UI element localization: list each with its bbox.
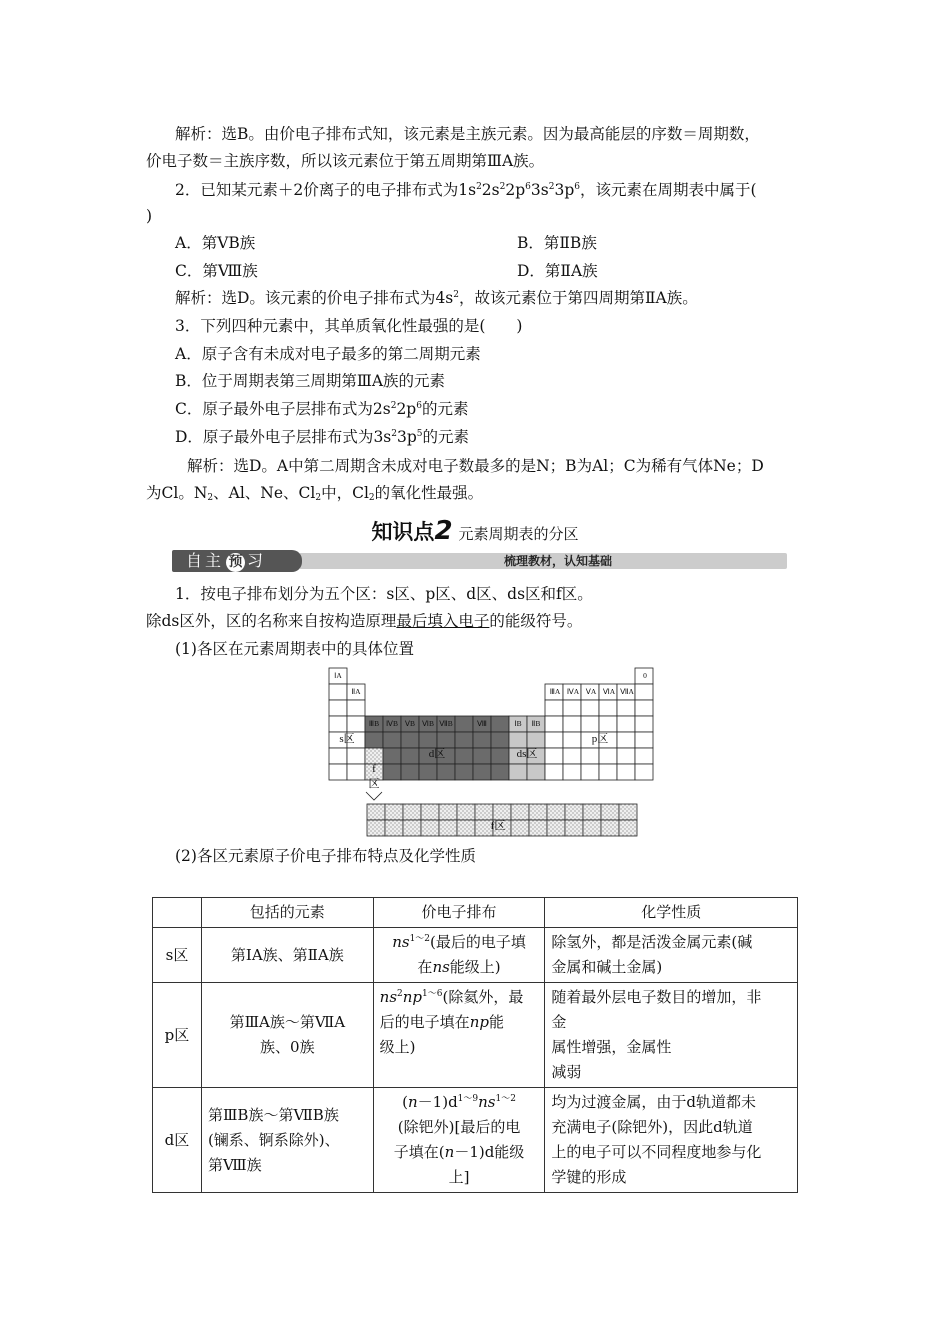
- section-subtitle: 元素周期表的分区: [458, 525, 579, 543]
- f-block-cell: [619, 820, 637, 836]
- s-block-cell: [329, 700, 347, 716]
- p-block-cell: [599, 716, 617, 732]
- d-block-cell: [401, 764, 419, 780]
- q2-stem: 2．已知某元素＋2价离子的电子排布式为$1s^22s^22p^63s^23p^6$，该元素在周期表中属于(: [175, 181, 757, 199]
- f-block-cell: [421, 804, 439, 820]
- d-block-cell: [437, 764, 455, 780]
- d-block-cell: [401, 748, 419, 764]
- d-block-cell: [455, 764, 473, 780]
- s-block-cell: [347, 764, 365, 780]
- p-block-cell: [617, 764, 635, 780]
- f-block-cell: [511, 804, 529, 820]
- s-block-cell: [329, 748, 347, 764]
- group-label-7b: ⅦB: [439, 719, 453, 728]
- f-block-cell: [583, 820, 601, 836]
- d-block-cell: [491, 764, 509, 780]
- body-p3: (1)各区在元素周期表中的具体位置: [175, 640, 414, 658]
- table-header-cell: 价电子排布: [373, 898, 545, 928]
- p-block-cell: [581, 764, 599, 780]
- q3-stem: 3．下列四种元素中，其单质氧化性最强的是( ): [175, 317, 523, 335]
- f-block-cell: [565, 804, 583, 820]
- f-block-cell: [475, 804, 493, 820]
- f-block-cell: [529, 804, 547, 820]
- f-block-cell: [493, 804, 511, 820]
- group-label-1a: ⅠA: [334, 671, 342, 680]
- group-label-4a: ⅣA: [566, 687, 580, 696]
- p-block-cell: [635, 732, 653, 748]
- d-block-cell: [455, 732, 473, 748]
- p-block-cell: [581, 700, 599, 716]
- group-label-5b: ⅤB: [404, 719, 416, 728]
- q2-option-b: B．第ⅡB族: [517, 234, 597, 252]
- config-cell: $ns^2np^{1\sim 6}$(除氦外，最 后的电子填在np能 级上): [373, 983, 545, 1088]
- f-block-cell: [385, 820, 403, 836]
- p-block-cell: [599, 748, 617, 764]
- banner-circle-char: 预: [226, 553, 245, 572]
- row-label: d区: [153, 1088, 202, 1193]
- f-block-cell: [367, 820, 385, 836]
- s-block-cell: [329, 764, 347, 780]
- group-label-6a: ⅥA: [602, 687, 616, 696]
- periodic-table-blocks-diagram: [320, 664, 660, 842]
- d-block-cell: [473, 764, 491, 780]
- f-block-pointer: [366, 792, 382, 800]
- p-block-cell: [617, 732, 635, 748]
- f-block-cell: [547, 820, 565, 836]
- d-block-cell: [455, 716, 473, 732]
- table-header-row: [153, 898, 798, 928]
- ds-block-cell: [509, 764, 527, 780]
- q3-explain-line2: 为Cl。$N_2$、Al、Ne、$Cl_2$中，$Cl_2$的氧化性最强。: [146, 484, 484, 503]
- f-block-cell: [565, 820, 583, 836]
- f-block-cell: [365, 748, 383, 764]
- body-p2: 除ds区外，区的名称来自按构造原理最后填入电子的能级符号。: [146, 612, 583, 630]
- group-label-2b: ⅡB: [531, 719, 541, 728]
- group-label-4b: ⅣB: [386, 719, 398, 728]
- q2-stem-close: ): [146, 207, 153, 225]
- elements-cell: 第ⅢB族～第ⅦB族 (镧系、锕系除外)、 第Ⅷ族: [201, 1088, 373, 1193]
- p-block-cell: [545, 732, 563, 748]
- ds-block-cell: [509, 732, 527, 748]
- p-block-cell: [599, 700, 617, 716]
- table-row-s: [153, 928, 798, 983]
- group-label-5a: ⅤA: [585, 687, 597, 696]
- q2-explain: 解析：选D。该元素的价电子排布式为$4s^2$，故该元素位于第四周期第ⅡA族。: [175, 289, 698, 307]
- d-block-cell: [473, 748, 491, 764]
- p-block-cell: [545, 748, 563, 764]
- q1-explain-line2: 价电子数＝主族序数，所以该元素位于第五周期第ⅢA族。: [146, 152, 545, 170]
- f-block-cell: [403, 804, 421, 820]
- elements-cell: 第ⅢA族～第ⅦA 族、0族: [201, 983, 373, 1088]
- group-label-0: 0: [643, 671, 647, 680]
- f-block-cell: [439, 804, 457, 820]
- q2-option-d: D．第ⅡA族: [517, 262, 598, 280]
- q1-explain-line1: 解析：选B。由价电子排布式知，该元素是主族元素。因为最高能层的序数＝周期数，: [175, 125, 760, 143]
- d-block-cell: [491, 716, 509, 732]
- q2-option-c: C．第Ⅷ族: [175, 262, 258, 280]
- p-block-cell: [635, 748, 653, 764]
- f-block-cell: [403, 820, 421, 836]
- f-block-label: f区: [490, 820, 506, 832]
- p-block-label: p区: [591, 733, 609, 745]
- config-cell: $(n-1)d^{1\sim 9}ns^{1\sim 2}$ (除钯外)[最后的电 子填在(n－1)d能级 上]: [373, 1088, 545, 1193]
- q3-option-d: D．原子最外电子层排布式为$3s^23p^5$的元素: [175, 428, 470, 446]
- group-label-3b: ⅢB: [368, 719, 380, 728]
- d-block-cell: [401, 732, 419, 748]
- p-block-cell: [635, 716, 653, 732]
- row-label: p区: [153, 983, 202, 1088]
- f-block-cell: [421, 820, 439, 836]
- p-block-cell: [581, 716, 599, 732]
- q2-option-a: A．第ⅤB族: [175, 234, 256, 252]
- f-block-cell: [439, 820, 457, 836]
- p-block-cell: [563, 764, 581, 780]
- f-block-cell: [601, 820, 619, 836]
- banner-label: 自主 预 习: [172, 550, 302, 572]
- group-label-1b: ⅠB: [514, 719, 522, 728]
- p-block-cell: [599, 764, 617, 780]
- f-block-cell: [385, 804, 403, 820]
- f-block-cell: [457, 820, 475, 836]
- d-block-cell: [419, 764, 437, 780]
- s-block-cell: [347, 716, 365, 732]
- group-label-2a: ⅡA: [351, 687, 361, 696]
- d-block-cell: [491, 732, 509, 748]
- q3-explain-line1: 解析：选D。A中第二周期含未成对电子数最多的是N；B为Al；C为稀有气体Ne；D: [187, 457, 764, 475]
- s-block-cell: [347, 748, 365, 764]
- q3-option-a: A．原子含有未成对电子最多的第二周期元素: [175, 345, 481, 363]
- p-block-cell: [563, 732, 581, 748]
- d-block-cell: [473, 732, 491, 748]
- property-cell: 均为过渡金属，由于d轨道都未 充满电子(除钯外)，因此d轨道 上的电子可以不同程度地参与化 学键的形成: [545, 1088, 798, 1193]
- config-cell: $ns^{1\sim 2}$(最后的电子填 在ns能级上): [373, 928, 545, 983]
- table-header-cell: 化学性质: [545, 898, 798, 928]
- d-block-cell: [419, 732, 437, 748]
- p-block-cell: [635, 684, 653, 700]
- d-block-cell: [383, 732, 401, 748]
- block-info-table: [152, 897, 798, 1193]
- s-block-cell: [347, 700, 365, 716]
- table-row-d: [153, 1088, 798, 1193]
- elements-cell: 第ⅠA族、第ⅡA族: [201, 928, 373, 983]
- p-block-cell: [563, 748, 581, 764]
- body-p1: 1．按电子排布划分为五个区：s区、p区、d区、ds区和f区。: [175, 585, 593, 603]
- p-block-cell: [617, 748, 635, 764]
- section-title: 知识点2: [371, 516, 453, 546]
- p-block-cell: [545, 700, 563, 716]
- table-header-cell: [153, 898, 202, 928]
- f-block-cell: [511, 820, 529, 836]
- p-block-cell: [545, 764, 563, 780]
- group-label-8: Ⅷ: [477, 719, 487, 728]
- d-block-label: d区: [428, 748, 446, 760]
- f-block-cell: [367, 804, 385, 820]
- p-block-cell: [581, 748, 599, 764]
- group-label-3a: ⅢA: [549, 687, 561, 696]
- table-row-p: [153, 983, 798, 1088]
- f-pointer-char1: f: [372, 763, 376, 775]
- body-p4: (2)各区元素原子价电子排布特点及化学性质: [175, 847, 476, 865]
- f-block-cell: [583, 804, 601, 820]
- f-block-cell: [457, 804, 475, 820]
- p-block-cell: [563, 700, 581, 716]
- ds-block-cell: [527, 732, 545, 748]
- d-block-cell: [383, 764, 401, 780]
- p-block-cell: [545, 716, 563, 732]
- property-cell: 随着最外层电子数目的增加，非 金 属性增强，金属性 减弱: [545, 983, 798, 1088]
- s-block-cell: [329, 716, 347, 732]
- d-block-cell: [455, 748, 473, 764]
- s-block-cell: [329, 684, 347, 700]
- group-label-7a: ⅦA: [620, 687, 634, 696]
- d-block-cell: [437, 732, 455, 748]
- d-block-cell: [383, 748, 401, 764]
- f-block-cell: [601, 804, 619, 820]
- banner-slogan: 梳理教材，认知基础: [503, 554, 612, 568]
- q3-option-b: B．位于周期表第三周期第ⅢA族的元素: [175, 372, 446, 390]
- s-block-label: s区: [339, 733, 355, 745]
- f-pointer-char2: 区: [368, 778, 380, 790]
- p-block-cell: [635, 700, 653, 716]
- f-block-cell: [529, 820, 547, 836]
- ds-block-cell: [527, 764, 545, 780]
- p-block-cell: [617, 716, 635, 732]
- section-heading: [0, 516, 950, 546]
- group-label-6b: ⅥB: [422, 719, 434, 728]
- p-block-cell: [617, 700, 635, 716]
- f-block-cell: [619, 804, 637, 820]
- property-cell: 除氢外，都是活泼金属元素(碱 金属和碱土金属): [545, 928, 798, 983]
- f-block-cell: [547, 804, 565, 820]
- d-block-cell: [491, 748, 509, 764]
- p-block-cell: [635, 764, 653, 780]
- q3-option-c: C．原子最外电子层排布式为$2s^22p^6$的元素: [175, 400, 469, 418]
- ds-block-label: ds区: [516, 748, 538, 760]
- self-study-banner: [172, 550, 787, 572]
- d-block-cell: [365, 732, 383, 748]
- table-header-cell: 包括的元素: [201, 898, 373, 928]
- row-label: s区: [153, 928, 202, 983]
- p-block-cell: [563, 716, 581, 732]
